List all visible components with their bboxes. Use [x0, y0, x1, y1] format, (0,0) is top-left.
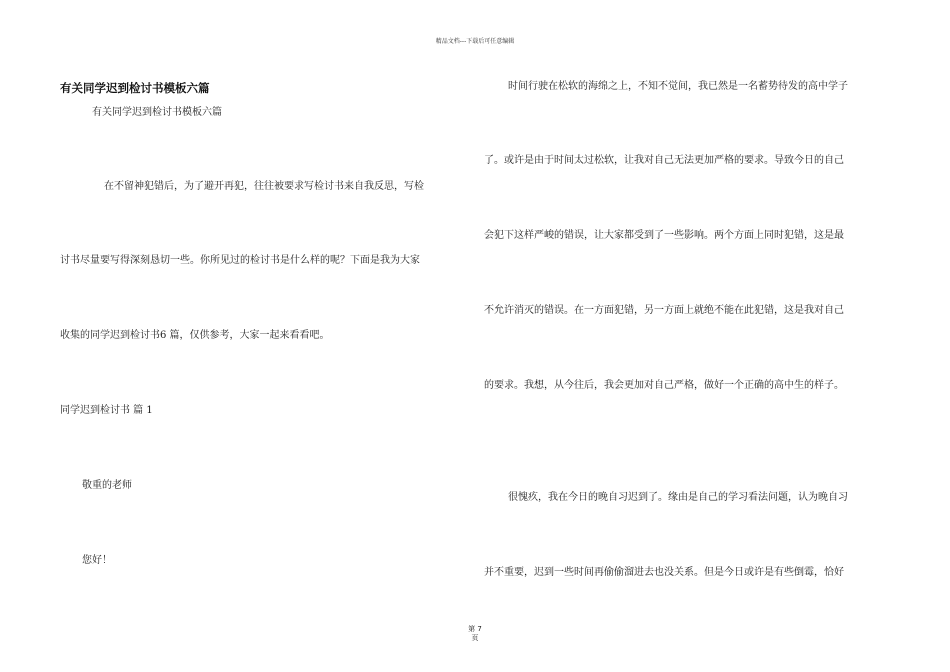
paragraph-line: 的要求。我想，从今往后，我会更加对自己严格，做好一个正确的高中生的样子。	[484, 380, 844, 391]
paragraph-line: 讨书尽量要写得深刻恳切一些。你所见过的检讨书是什么样的呢？下面是我为大家	[60, 255, 420, 266]
paragraph-line: 很愧疚，我在今日的晚自习迟到了。缘由是自己的学习看法问题，认为晚自习	[508, 492, 848, 503]
paragraph-line: 了。或许是由于时间太过松软，让我对自己无法更加严格的要求。导致今日的自己	[484, 155, 844, 166]
document-subtitle: 有关同学迟到检讨书模板六篇	[92, 107, 222, 118]
page-number-line: 第 7	[468, 625, 482, 633]
section-heading: 同学迟到检讨书 篇 1	[60, 405, 153, 416]
salutation: 敬重的老师	[82, 480, 132, 491]
page-number	[0, 625, 950, 643]
greeting: 您好！	[82, 555, 112, 566]
paragraph-line: 会犯下这样严峻的错误，让大家都受到了一些影响。两个方面上同时犯错，这是最	[484, 230, 844, 241]
page-header-note: 精品文档---下载后可任意编辑	[435, 38, 515, 45]
paragraph-line: 并不重要，迟到一些时间再偷偷溜进去也没关系。但是今日或许是有些倒霉，恰好	[484, 567, 844, 578]
page-number-line: 页	[471, 634, 479, 642]
paragraph-line: 收集的同学迟到检讨书6 篇，仅供参考，大家一起来看看吧。	[60, 330, 330, 341]
paragraph-line: 时间行驶在松软的海绵之上，不知不觉间，我已然是一名蓄势待发的高中学子	[508, 81, 848, 92]
paragraph-line: 不允许消灭的错误。在一方面犯错，另一方面上就绝不能在此犯错，这是我对自己	[484, 305, 844, 316]
paragraph-line: 在不留神犯错后，为了避开再犯，往往被要求写检讨书来自我反思，写检	[104, 181, 424, 192]
document-title: 有关同学迟到检讨书模板六篇	[60, 81, 210, 95]
